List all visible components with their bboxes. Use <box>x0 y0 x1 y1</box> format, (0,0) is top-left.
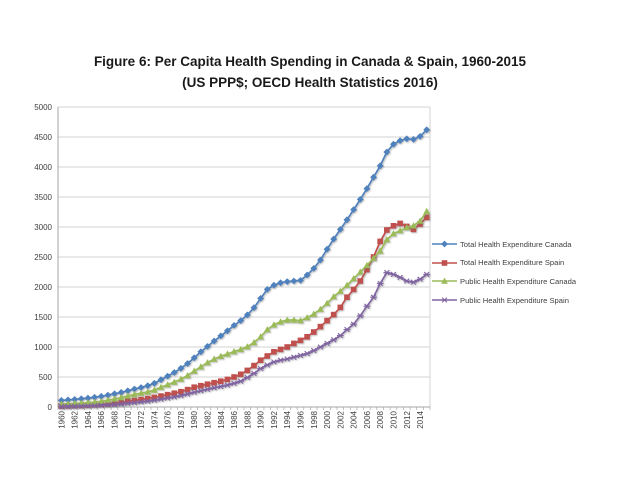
x-tick-label: 1980 <box>190 411 200 429</box>
legend-label-public-canada: Public Health Expenditure Canada <box>460 276 577 286</box>
x-tick-label: 1990 <box>256 411 266 429</box>
x-tick-label: 1994 <box>283 411 293 429</box>
legend-label-total-canada: Total Health Expenditure Canada <box>460 239 572 249</box>
x-tick-label: 2004 <box>349 411 359 429</box>
x-tick-label: 2000 <box>323 411 333 429</box>
x-tick-label: 2006 <box>362 411 372 429</box>
x-tick-label: 1974 <box>150 411 160 429</box>
y-tick-label: 2000 <box>34 283 52 292</box>
x-tick-label: 1960 <box>57 411 67 429</box>
x-tick-label: 1986 <box>230 411 240 429</box>
x-tick-label: 1968 <box>110 411 120 429</box>
x-tick-label: 1982 <box>203 411 213 429</box>
y-tick-label: 500 <box>38 373 52 382</box>
red-square-series-icon <box>431 258 458 268</box>
y-tick-label: 5000 <box>34 103 52 112</box>
legend-item-total-spain <box>431 254 576 273</box>
x-tick-label: 1972 <box>137 411 147 429</box>
x-tick-label: 1966 <box>97 411 107 429</box>
purple-star-series-icon <box>431 295 458 305</box>
x-tick-label: 2010 <box>389 411 399 429</box>
x-tick-label: 1978 <box>176 411 186 429</box>
legend-item-total-canada <box>431 235 576 254</box>
y-axis <box>34 103 430 412</box>
x-tick-label: 1976 <box>163 411 173 429</box>
x-tick-label: 2014 <box>416 411 426 429</box>
y-tick-label: 4000 <box>34 163 52 172</box>
chart-title-line2: (US PPP$; OECD Health Statistics 2016) <box>182 75 438 90</box>
y-tick-label: 4500 <box>34 133 52 142</box>
x-tick-label: 2002 <box>336 411 346 429</box>
y-tick-label: 0 <box>47 403 52 412</box>
x-tick-label: 2012 <box>402 411 412 429</box>
x-tick-label: 1996 <box>296 411 306 429</box>
x-tick-label: 1962 <box>70 411 80 429</box>
legend-item-public-canada <box>431 272 576 291</box>
series-diamond <box>58 126 430 403</box>
legend-label-total-spain: Total Health Expenditure Spain <box>460 258 565 268</box>
x-tick-label: 1970 <box>123 411 133 429</box>
y-tick-label: 3000 <box>34 223 52 232</box>
x-tick-label: 1992 <box>269 411 279 429</box>
green-triangle-series-icon <box>431 276 458 286</box>
series-star <box>58 270 430 409</box>
y-tick-label: 3500 <box>34 193 52 202</box>
y-tick-label: 2500 <box>34 253 52 262</box>
x-tick-label: 1964 <box>83 411 93 429</box>
y-tick-label: 1500 <box>34 313 52 322</box>
chart-title-line1: Figure 6: Per Capita Health Spending in Canada & Spain, 1960-2015 <box>93 54 527 69</box>
legend <box>431 235 576 309</box>
x-tick-label: 2008 <box>376 411 386 429</box>
y-tick-label: 1000 <box>34 343 52 352</box>
x-axis <box>57 407 430 429</box>
legend-item-public-spain <box>431 291 576 310</box>
x-tick-label: 1998 <box>309 411 319 429</box>
legend-label-public-spain: Public Health Expenditure Spain <box>460 295 569 305</box>
x-tick-label: 1984 <box>216 411 226 429</box>
x-tick-label: 1988 <box>243 411 253 429</box>
blue-diamond-series-icon <box>431 239 458 249</box>
